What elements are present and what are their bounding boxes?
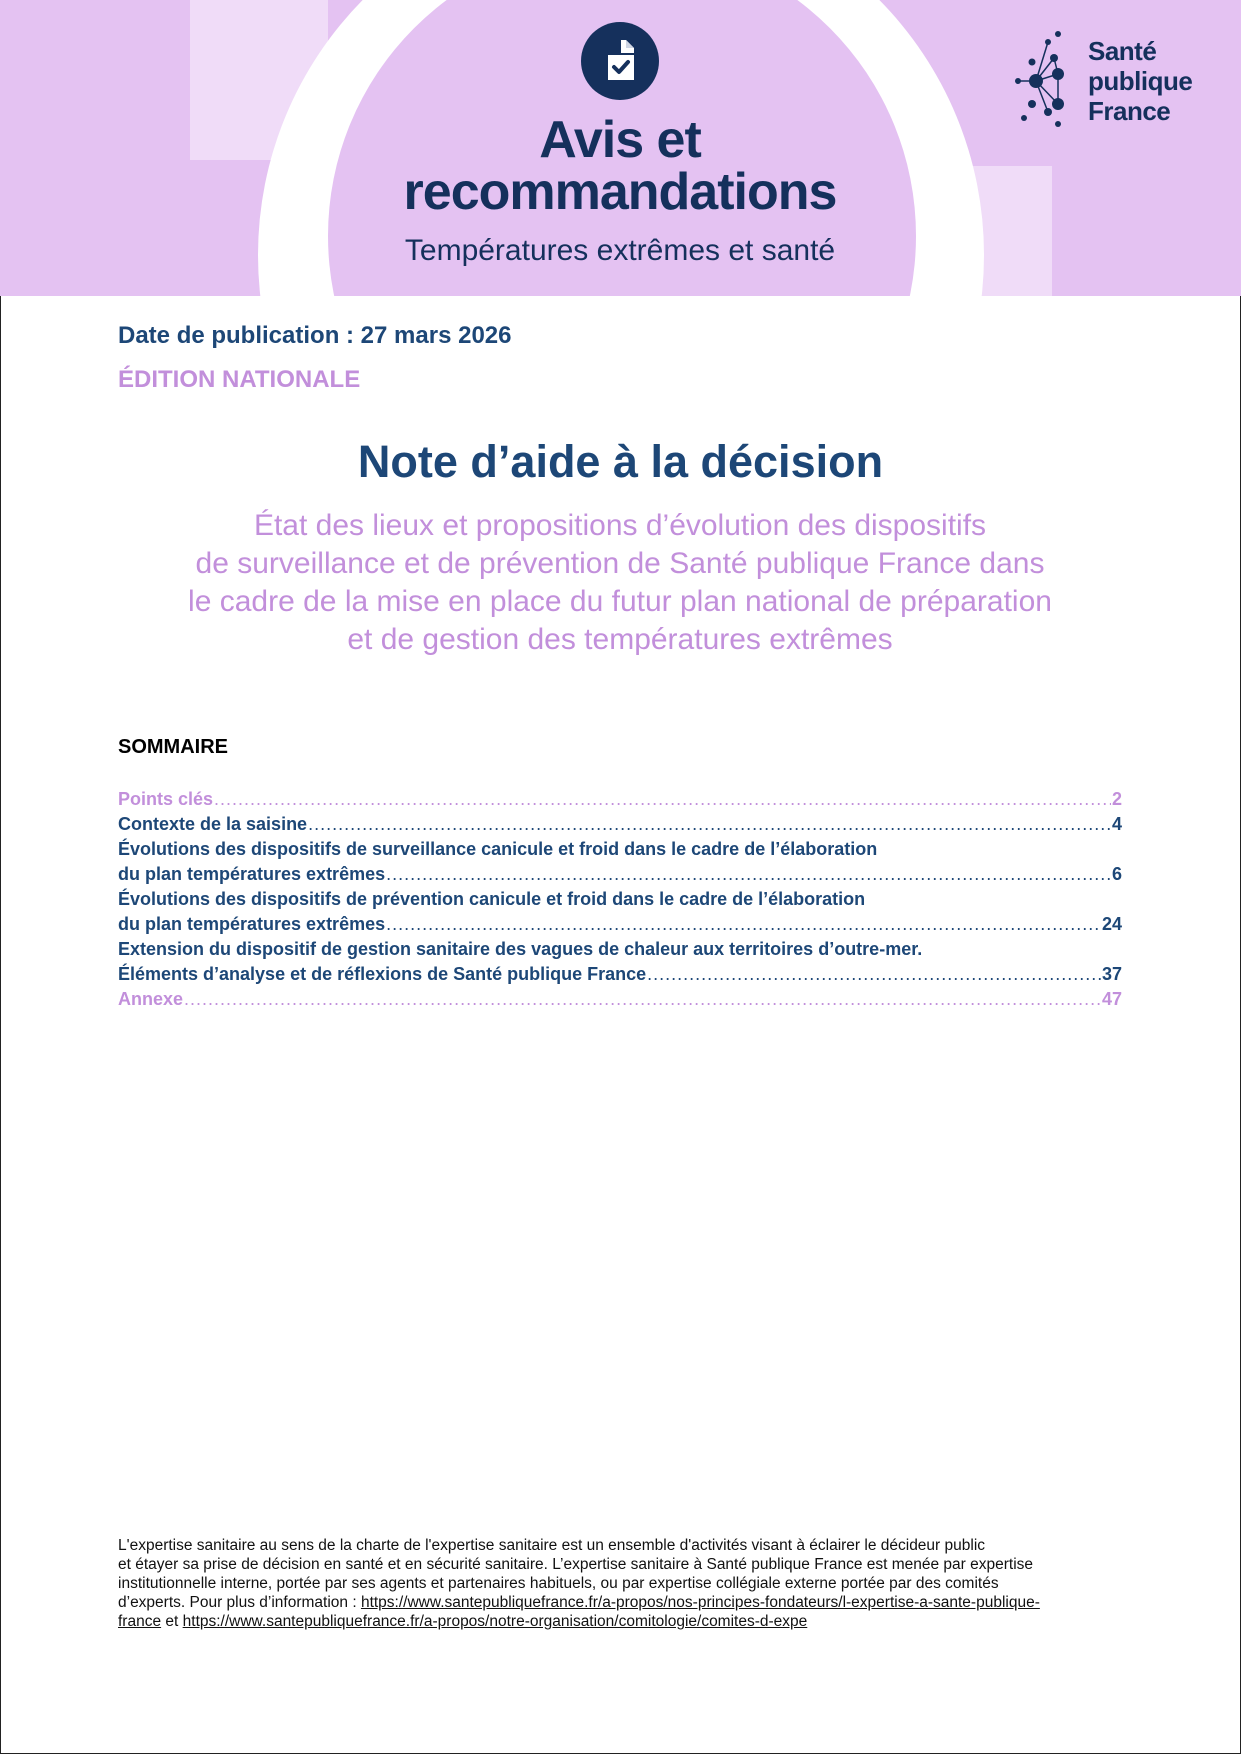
banner-title-line: Avis et [539, 111, 701, 169]
publication-date: Date de publication : 27 mars 2026 [118, 322, 512, 349]
toc-entry-contexte[interactable] [118, 812, 1122, 837]
toc-entry-label: Extension du dispositif de gestion sanitaire des vagues de chaleur aux territoires d’outre-mer. [118, 939, 923, 959]
toc-page-number: 47 [1101, 989, 1122, 1009]
toc-leader-dots [386, 912, 1101, 937]
expertise-link[interactable]: https://www.santepubliquefrance.fr/a-propos/nos-principes-fondateurs/l-expertise-a-sante-publique- [360, 1594, 1040, 1611]
toc-entry-outre-mer[interactable] [118, 937, 1122, 987]
toc-entry-label: du plan températures extrêmes [118, 864, 386, 884]
toc-leader-dots [647, 962, 1101, 987]
toc-entry-label: Évolutions des dispositifs de prévention canicule et froid dans le cadre de l’élaboration [118, 889, 866, 909]
document-subtitle [120, 507, 1120, 659]
subtitle-line: de surveillance et de prévention de Santé publique France dans [195, 547, 1045, 580]
banner-title-line: recommandations [403, 163, 837, 221]
toc-entry-label: du plan températures extrêmes [118, 914, 386, 934]
toc-entry-label: Annexe [118, 989, 184, 1009]
network-dots-icon [1010, 24, 1088, 134]
toc-entry-prevention[interactable] [118, 887, 1122, 937]
toc-entry-label: Évolutions des dispositifs de surveillance canicule et froid dans le cadre de l’élaboration [118, 839, 878, 859]
toc-leader-dots [386, 862, 1111, 887]
comites-link[interactable]: https://www.santepubliquefrance.fr/a-propos/notre-organisation/comitologie/comites-d-expe [182, 1613, 808, 1630]
toc-page-number: 4 [1111, 814, 1122, 834]
toc-page-number: 24 [1101, 914, 1122, 934]
edition-label: ÉDITION NATIONALE [118, 366, 361, 393]
expertise-note [118, 1536, 1128, 1631]
subtitle-line: le cadre de la mise en place du futur plan national de préparation [188, 585, 1052, 618]
toc-page-number: 37 [1101, 964, 1122, 984]
toc-entry-annexe[interactable] [118, 987, 1122, 1012]
subtitle-line: État des lieux et propositions d’évolution des dispositifs [253, 509, 987, 542]
banner-title [320, 111, 920, 221]
logo-text-line: Santé [1088, 36, 1157, 66]
toc-leader-dots [308, 812, 1111, 837]
toc-page-number: 2 [1111, 789, 1122, 809]
toc-leader-dots [214, 787, 1111, 812]
logo-text-line: France [1088, 96, 1171, 126]
note-text: d’experts. Pour plus d’information : [118, 1594, 361, 1611]
note-line: L'expertise sanitaire au sens de la charte de l'expertise sanitaire est un ensemble d'activités visant à éclairer le décideur public [118, 1537, 986, 1554]
toc-entry-points-cles[interactable] [118, 787, 1122, 812]
expertise-link[interactable]: france [118, 1613, 162, 1630]
note-line: et étayer sa prise de décision en santé et en sécurité sanitaire. L’expertise sanitaire à Santé publique France est menée par expertise [118, 1556, 1034, 1573]
sante-publique-france-logo [1010, 24, 1210, 134]
note-line: institutionnelle interne, portée par ses agents et partenaires habituels, ou par expertise collégiale externe portée par des comités [118, 1575, 999, 1592]
toc-entry-label: Éléments d’analyse et de réflexions de Santé publique France [118, 964, 647, 984]
logo-text-line: publique [1088, 66, 1193, 96]
subtitle-line: et de gestion des températures extrêmes [347, 623, 893, 656]
note-line [118, 1593, 1128, 1612]
note-line [118, 1612, 1128, 1631]
toc-page-number: 6 [1111, 864, 1122, 884]
toc-heading: SOMMAIRE [118, 736, 228, 758]
toc-entry-label: Contexte de la saisine [118, 814, 308, 834]
banner-subtitle: Températures extrêmes et santé [404, 234, 836, 267]
logo-text [1088, 36, 1192, 126]
table-of-contents [118, 787, 1122, 1012]
note-text: et [161, 1613, 183, 1630]
toc-leader-dots [184, 987, 1101, 1012]
toc-entry-label: Points clés [118, 789, 214, 809]
header-banner [0, 0, 1241, 296]
document-title: Note d’aide à la décision [357, 436, 884, 487]
toc-entry-surveillance[interactable] [118, 837, 1122, 887]
document-check-icon [581, 22, 659, 100]
